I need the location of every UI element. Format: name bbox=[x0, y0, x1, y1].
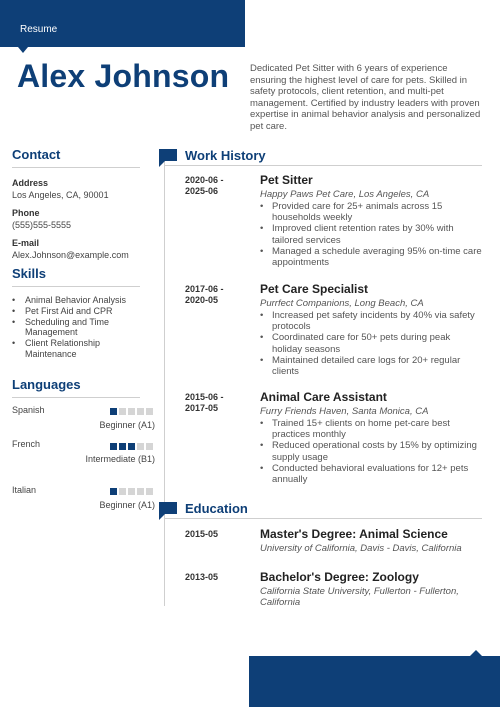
level-bar-filled bbox=[119, 443, 126, 450]
phone-value: (555)555-5555 bbox=[12, 220, 72, 230]
section-divider bbox=[165, 165, 482, 166]
language-level: Intermediate (B1) bbox=[85, 454, 155, 464]
degree-title: Bachelor's Degree: Zoology bbox=[260, 570, 419, 584]
education-date: 2013-05 bbox=[185, 572, 219, 582]
language-name: Italian bbox=[12, 485, 37, 495]
work-history-heading: Work History bbox=[185, 148, 266, 163]
level-bar-empty bbox=[137, 443, 144, 450]
professional-summary: Dedicated Pet Sitter with 6 years of experience ensuring the highest level of care for pets. Skilled in safety protocols, client retention, and multi-pet management. Certified by industry leaders with proven expertise in animal behavior analysis and personalized pet care. bbox=[250, 63, 481, 132]
education-flag-icon bbox=[159, 502, 177, 514]
section-divider bbox=[12, 286, 140, 287]
level-bar-empty bbox=[128, 488, 135, 495]
skills-list bbox=[12, 295, 142, 360]
email-label: E-mail bbox=[12, 238, 40, 248]
skills-section bbox=[12, 266, 142, 360]
banner-notch bbox=[18, 47, 28, 53]
degree-title: Master's Degree: Animal Science bbox=[260, 527, 448, 541]
level-bar-filled bbox=[110, 408, 117, 415]
languages-section bbox=[12, 377, 155, 517]
section-divider bbox=[165, 518, 482, 519]
skill-item: • Scheduling and Time Management bbox=[12, 317, 142, 339]
job-title: Pet Care Specialist bbox=[260, 282, 369, 296]
contact-heading: Contact bbox=[12, 147, 61, 162]
footer-block bbox=[249, 656, 500, 707]
skills-heading: Skills bbox=[12, 266, 46, 281]
education-date: 2015-05 bbox=[185, 529, 219, 539]
level-bar-empty bbox=[146, 443, 153, 450]
education-heading: Education bbox=[185, 501, 248, 516]
address-value: Los Angeles, CA, 90001 bbox=[12, 190, 109, 200]
level-bar-empty bbox=[146, 408, 153, 415]
skill-item: • Animal Behavior Analysis bbox=[12, 295, 142, 306]
phone-label: Phone bbox=[12, 208, 40, 218]
job-bullet: • Trained 15+ clients on home pet-care best practices monthly bbox=[260, 418, 482, 440]
school-name: University of California, Davis - Davis, California bbox=[260, 543, 462, 554]
language-level-bars bbox=[110, 443, 153, 450]
level-bar-empty bbox=[128, 408, 135, 415]
job-bullets bbox=[260, 418, 482, 485]
work-history-flag-icon bbox=[159, 149, 177, 161]
job-bullet: • Maintained detailed care logs for 20+ regular clients bbox=[260, 355, 482, 377]
job-company: Purrfect Companions, Long Beach, CA bbox=[260, 298, 424, 309]
job-dates: 2017-06 - 2020-05 bbox=[185, 284, 224, 305]
job-company: Happy Paws Pet Care, Los Angeles, CA bbox=[260, 189, 430, 200]
job-dates: 2015-06 - 2017-05 bbox=[185, 392, 224, 413]
section-divider bbox=[12, 167, 140, 168]
job-bullet: • Provided care for 25+ animals across 15 households weekly bbox=[260, 201, 482, 223]
skill-item: • Pet First Aid and CPR bbox=[12, 306, 142, 317]
school-name: California State University, Fullerton - Fullerton, California bbox=[260, 586, 459, 608]
skill-item: • Client Relationship Maintenance bbox=[12, 338, 142, 360]
language-level: Beginner (A1) bbox=[99, 420, 155, 430]
job-bullet: • Conducted behavioral evaluations for 12+ pets annually bbox=[260, 463, 482, 485]
level-bar-empty bbox=[119, 408, 126, 415]
job-bullet: • Reduced operational costs by 15% by optimizing supply usage bbox=[260, 440, 482, 462]
job-title: Pet Sitter bbox=[260, 173, 313, 187]
level-bar-empty bbox=[119, 488, 126, 495]
level-bar-empty bbox=[146, 488, 153, 495]
language-name: Spanish bbox=[12, 405, 45, 415]
languages-heading: Languages bbox=[12, 377, 81, 392]
language-level-bars bbox=[110, 408, 153, 415]
level-bar-empty bbox=[137, 408, 144, 415]
job-company: Furry Friends Haven, Santa Monica, CA bbox=[260, 406, 429, 417]
level-bar-empty bbox=[137, 488, 144, 495]
job-bullets bbox=[260, 310, 482, 377]
candidate-name: Alex Johnson bbox=[17, 58, 230, 94]
level-bar-filled bbox=[110, 488, 117, 495]
job-bullet: • Managed a schedule averaging 95% on-time care appointments bbox=[260, 246, 482, 268]
email-value: Alex.Johnson@example.com bbox=[12, 250, 129, 260]
contact-section bbox=[12, 147, 142, 260]
address-label: Address bbox=[12, 178, 49, 188]
job-title: Animal Care Assistant bbox=[260, 390, 387, 404]
language-level: Beginner (A1) bbox=[99, 500, 155, 510]
section-divider bbox=[12, 397, 140, 398]
timeline-line bbox=[164, 160, 165, 606]
job-dates: 2020-06 - 2025-06 bbox=[185, 175, 224, 196]
job-bullet: • Coordinated care for 50+ pets during peak holiday seasons bbox=[260, 332, 482, 354]
language-level-bars bbox=[110, 488, 153, 495]
job-bullet: • Increased pet safety incidents by 40% via safety protocols bbox=[260, 310, 482, 332]
job-bullets bbox=[260, 201, 482, 268]
header-banner bbox=[0, 0, 245, 47]
footer-notch bbox=[470, 650, 482, 656]
job-bullet: • Improved client retention rates by 30% with tailored services bbox=[260, 223, 482, 245]
language-name: French bbox=[12, 439, 41, 449]
level-bar-filled bbox=[110, 443, 117, 450]
level-bar-filled bbox=[128, 443, 135, 450]
resume-label: Resume bbox=[20, 24, 58, 35]
